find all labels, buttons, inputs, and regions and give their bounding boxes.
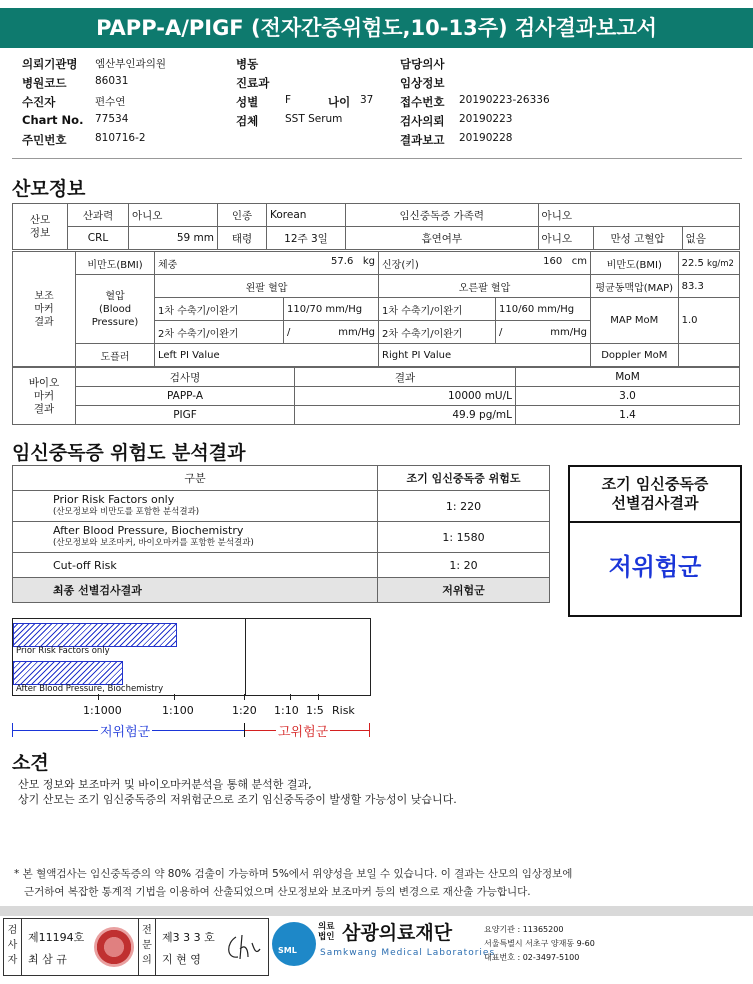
label-hospital-code: 병원코드: [22, 76, 67, 90]
weight-cell: [155, 252, 379, 275]
risk-header-category: 구분: [13, 466, 378, 491]
right-bp-1: 110/60: [499, 303, 535, 315]
org-info: 요양기관 : 11365200: [484, 925, 564, 934]
specialist-no: 제3 3 3 호: [162, 931, 215, 944]
cutoff-line: [245, 619, 246, 695]
family-history-label: 임신중독증 가족력: [346, 204, 539, 227]
divider: [12, 158, 742, 159]
first-label: 1차: [158, 305, 175, 317]
tick-label: 1:20: [232, 704, 257, 717]
label-rrn: 주민번호: [22, 133, 67, 147]
height-cell: [379, 252, 591, 275]
biomarker-row-name: PIGF: [76, 406, 295, 425]
bmi: 22.5: [681, 257, 704, 269]
label-request-date: 검사의뢰: [400, 114, 445, 128]
weight-unit: kg: [362, 255, 375, 267]
specialist-label: 전 문 의: [138, 919, 156, 975]
bar-after-bp: [13, 661, 123, 685]
logo-text: SML: [278, 946, 297, 955]
height: 160: [543, 255, 563, 267]
tick-label: Risk: [332, 704, 355, 717]
bmi-label: 비만도(BMI): [76, 252, 155, 275]
label-ward: 병동: [236, 57, 259, 71]
risk-row-value: 1: 1580: [378, 522, 550, 553]
biomarker-table: [12, 367, 740, 425]
bmi-cell: [678, 252, 739, 275]
aux-marker-table: [12, 251, 740, 367]
examiner-label: 검 사 자: [4, 919, 22, 975]
signature-icon: [222, 929, 264, 965]
right2-cell: [379, 321, 496, 344]
left1-value-cell: [284, 298, 379, 321]
sex: F: [285, 94, 292, 106]
sys-dia-label: 수축기/이완기: [177, 328, 239, 340]
chart-no: 77534: [95, 113, 129, 125]
biomarker-header-mom: MoM: [516, 368, 740, 387]
specimen: SST Serum: [285, 113, 343, 125]
biomarker-row-result: 10000 mU/L: [295, 387, 516, 406]
maternal-info-table: [12, 203, 740, 250]
low-risk-label: 저위험군: [98, 721, 152, 740]
label-org: 의뢰기관명: [22, 57, 78, 71]
doppler-label: 도플러: [76, 344, 155, 367]
first-label: 1차: [382, 305, 399, 317]
examiner-name: 최 삼 규: [28, 953, 67, 966]
tick-label: 1:10: [274, 704, 299, 717]
bar-prior-risk: [13, 623, 177, 647]
mmhg-unit: mm/Hg: [537, 303, 575, 315]
gestational-age: 12주 3일: [267, 227, 346, 250]
label-dept: 진료과: [236, 76, 270, 90]
risk-row-value: 1: 20: [378, 553, 550, 578]
risk-row-sub: (산모정보와 보조마커, 바이오마커를 포함한 분석결과): [53, 538, 254, 548]
mmhg-unit: mm/Hg: [550, 326, 587, 338]
label-clinical-info: 임상정보: [400, 76, 445, 90]
opinion-title: 소견: [12, 752, 49, 774]
doppler-mom-value: [678, 344, 739, 367]
family-history: 아니오: [538, 204, 739, 227]
maternal-info-label: 산모 정보: [13, 204, 68, 250]
rrn: 810716-2: [95, 132, 146, 144]
bmi2-label: 비만도(BMI): [591, 252, 679, 275]
right-bp-2: /: [499, 326, 503, 338]
sml-logo-icon: [272, 922, 316, 966]
label-age: 나이: [328, 95, 351, 109]
risk-row-sub: (산모정보와 비만도를 포함한 분석결과): [53, 507, 200, 517]
risk-row-cell: [13, 522, 378, 553]
obstetric-history-label: 산과력: [68, 204, 129, 227]
label-chart-no: Chart No.: [22, 113, 84, 127]
risk-row-cell: [13, 491, 378, 522]
hypertension: 없음: [682, 227, 739, 250]
specialist-name: 지 현 영: [162, 953, 201, 966]
request-date: 20190223: [459, 113, 513, 125]
right1-cell: [379, 298, 496, 321]
label-specimen: 검체: [236, 114, 259, 128]
height-label: 신장(키): [382, 259, 419, 271]
report-date: 20190228: [459, 132, 513, 144]
label-doctor: 담당의사: [400, 57, 445, 71]
opinion-line: 상기 산모는 조기 임신중독증의 저위험군으로 조기 임신중독증이 발생할 가능성이 낮습니다.: [18, 793, 457, 806]
obstetric-history: 아니오: [129, 204, 218, 227]
screening-result-title: 조기 임신중독증 선별검사결과: [570, 467, 740, 523]
high-risk-label: 고위험군: [276, 721, 330, 740]
tick-label: 1:1000: [83, 704, 122, 717]
risk-bar-chart: [12, 618, 371, 696]
org-name-logo: 삼광의료재단: [342, 922, 453, 944]
crl: 59 mm: [129, 227, 218, 250]
disclaimer-line: 근거하여 복잡한 통계적 기법을 이용하여 산출되었으며 산모정보와 보조마커 등의 변경으로 재산출 가능합니다.: [24, 886, 531, 898]
org-name-en: Samkwang Medical Laboratories: [320, 948, 496, 958]
doppler-mom-label: Doppler MoM: [591, 344, 679, 367]
hospital-code: 86031: [95, 75, 129, 87]
final-result-value: 저위험군: [378, 578, 550, 603]
screening-result-box: [568, 465, 742, 617]
map-value: 83.3: [678, 275, 739, 298]
sys-dia-label: 수축기/이완기: [401, 305, 463, 317]
mmhg-unit: mm/Hg: [338, 326, 375, 338]
mmhg-unit: mm/Hg: [325, 303, 363, 315]
maternal-section-title: 산모정보: [12, 178, 86, 200]
aux-marker-label: 보조 마커 결과: [13, 252, 76, 367]
biomarker-row-name: PAPP-A: [76, 387, 295, 406]
bar-label: After Blood Pressure, Biochemistry: [16, 684, 164, 694]
second-label: 2차: [158, 328, 175, 340]
biomarker-row-mom: 3.0: [516, 387, 740, 406]
biomarker-row-result: 49.9 pg/mL: [295, 406, 516, 425]
left2-cell: [155, 321, 284, 344]
left-bp-1: 110/70: [287, 303, 323, 315]
race: Korean: [267, 204, 346, 227]
race-label: 인종: [218, 204, 267, 227]
biomarker-header-name: 검사명: [76, 368, 295, 387]
footer-band: [0, 906, 753, 916]
org-prefix: 의료 법인: [318, 922, 335, 942]
disclaimer-line: * 본 혈액검사는 임신중독증의 약 80% 검출이 가능하며 5%에서 위양성을 보일 수 있습니다. 이 결과는 산모의 임상정보에: [14, 868, 573, 880]
right-pi-label: Right PI Value: [379, 344, 591, 367]
label-receipt-no: 접수번호: [400, 95, 445, 109]
label-patient: 수진자: [22, 95, 56, 109]
smoking: 아니오: [538, 227, 593, 250]
bp-label: 혈압 (Blood Pressure): [76, 275, 155, 344]
left-arm-label: 왼팔 혈압: [155, 275, 379, 298]
header-info: [22, 56, 742, 152]
biomarker-header-result: 결과: [295, 368, 516, 387]
sys-dia-label: 수축기/이완기: [401, 328, 463, 340]
map-label: 평균동맥압(MAP): [591, 275, 679, 298]
label-sex: 성별: [236, 95, 259, 109]
opinion-line: 산모 정보와 보조마커 및 바이오마커분석을 통해 분석한 결과,: [18, 778, 312, 791]
org-info: 대표번호 : 02-3497-5100: [484, 953, 580, 962]
risk-row-value: 1: 220: [378, 491, 550, 522]
receipt-no: 20190223-26336: [459, 94, 550, 106]
hypertension-label: 만성 고혈압: [593, 227, 682, 250]
gestational-age-label: 태령: [218, 227, 267, 250]
right-arm-label: 오른팔 혈압: [379, 275, 591, 298]
risk-section-title: 임신중독증 위험도 분석결과: [12, 442, 246, 464]
risk-header-value: 조기 임신중독증 위험도: [378, 466, 550, 491]
report-title: PAPP-A/PIGF (전자간증위험도,10-13주) 검사결과보고서: [0, 8, 753, 48]
risk-row-name: Cut-off Risk: [13, 553, 378, 578]
crl-label: CRL: [68, 227, 129, 250]
final-result-label: 최종 선별검사결과: [13, 578, 378, 603]
map-mom: 1.0: [678, 298, 739, 344]
weight-label: 체중: [158, 259, 178, 271]
height-unit: cm: [571, 255, 587, 267]
patient-name: 편수연: [95, 96, 126, 108]
screening-result-value: 저위험군: [608, 553, 702, 581]
risk-row-name: Prior Risk Factors only: [53, 493, 175, 506]
tick-label: 1:100: [162, 704, 194, 717]
org-info: 서울특별시 서초구 양재동 9-60: [484, 939, 595, 948]
org-name: 엠산부인과의원: [95, 58, 167, 70]
left1-cell: [155, 298, 284, 321]
tick-label: 1:5: [306, 704, 324, 717]
signature-block: [3, 918, 269, 976]
risk-table: [12, 465, 550, 603]
weight: 57.6: [331, 255, 354, 267]
second-label: 2차: [382, 328, 399, 340]
smoking-label: 흡연여부: [346, 227, 539, 250]
right1-value-cell: [496, 298, 591, 321]
risk-row-name: After Blood Pressure, Biochemistry: [53, 524, 244, 537]
examiner-no: 제11194호: [28, 931, 85, 944]
left2-value-cell: [284, 321, 379, 344]
biomarker-label: 바이오 마커 결과: [13, 368, 76, 425]
label-report-date: 결과보고: [400, 133, 445, 147]
bar-label: Prior Risk Factors only: [16, 646, 110, 656]
biomarker-row-mom: 1.4: [516, 406, 740, 425]
left-pi-label: Left PI Value: [155, 344, 379, 367]
left-bp-2: /: [287, 326, 291, 338]
sys-dia-label: 수축기/이완기: [177, 305, 239, 317]
official-seal-icon: [94, 927, 134, 967]
right2-value-cell: [496, 321, 591, 344]
bmi-unit: kg/m2: [707, 258, 734, 269]
map-mom-label: MAP MoM: [591, 298, 679, 344]
age: 37: [360, 94, 374, 106]
